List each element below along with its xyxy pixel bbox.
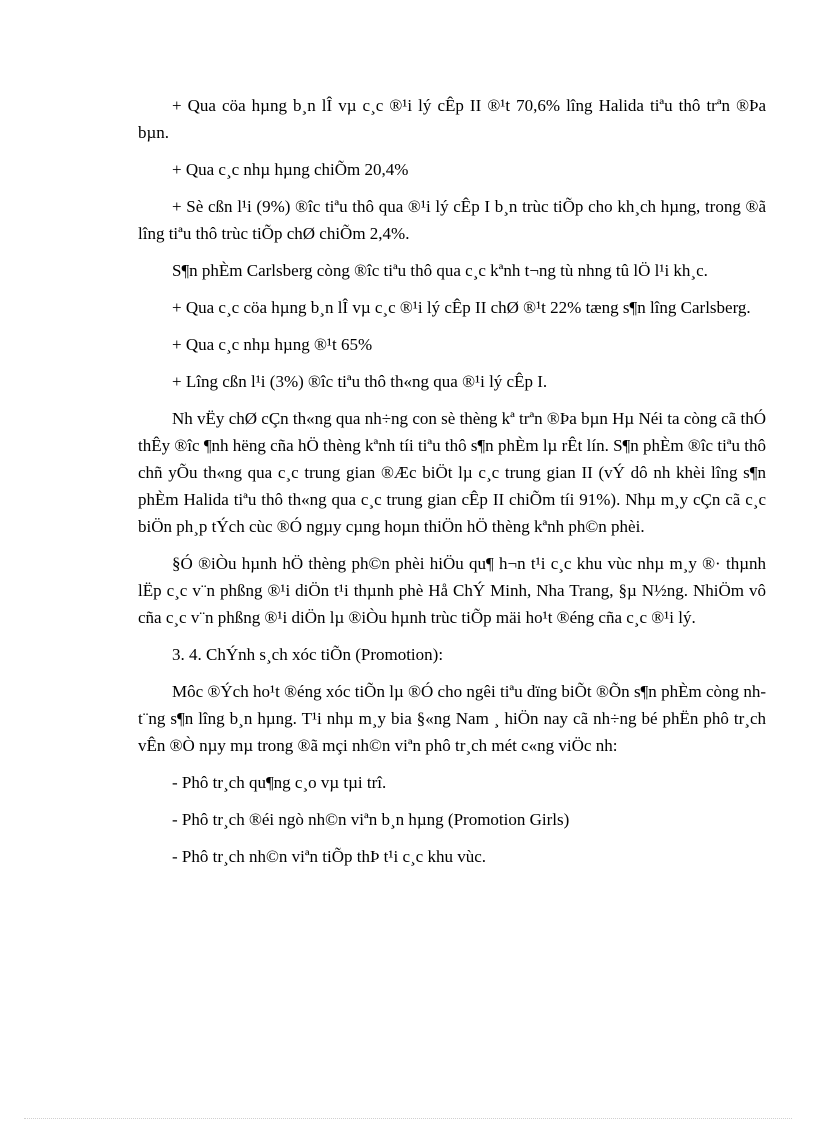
paragraph-carlsberg-retail: + Qua c¸c cöa hµng b¸n lÎ vµ c¸c ®¹i lý cÊp II chØ ®¹t 22% tæng s¶n lîng Carlsberg. (172, 298, 751, 317)
list-item-promotion-girls: - Phô tr¸ch ®éi ngò nh©n viªn b¸n hµng (Promotion Girls) (172, 810, 570, 829)
list-item-marketing-staff: - Phô tr¸ch nh©n viªn tiÕp thÞ t¹i c¸c khu vùc. (172, 847, 487, 866)
paragraph-representative-offices: §Ó ®iÒu hµnh hÖ thèng ph©n phèi hiÖu qu¶ h¬n t¹i c¸c khu vùc nhµ m¸y ®· thµnh lËp c¸c v¨n phßng ®¹i diÖn t¹i thµnh phè Hå ChÝ Minh, Nha Trang, §µ N½ng. NhiÖm vô cña c¸c v¨n phßng ®¹i diÖn lµ ®iÒu hµnh trùc tiÕp mäi ho¹t ®éng cña c¸c ®¹i lý. (138, 554, 766, 627)
document-body (138, 92, 766, 880)
paragraph-channel-analysis: Nh vËy chØ cÇn th«ng qua nh÷ng con sè thèng kª trªn ®Þa bµn Hµ Néi ta còng cã thÓ thÊy ®îc ¶nh hëng cña hÖ thèng kªnh tíi tiªu thô s¶n phÈm lµ rÊt lín. S¶n phÈm ®îc tiªu thô chñ yÕu th«ng qua c¸c trung gian ®Æc biÖt lµ c¸c trung gian II (vÝ dô nh khèi lîng s¶n phÈm Halida tiªu thô th«ng qua c¸c trung gian cÊp II chiÕm tíi 91%). Nhµ m¸y cÇn cã c¸c biÖn ph¸p tÝch cùc ®Ó ngµy cµng hoµn thiÖn hÖ thèng kªnh ph©n phèi. (138, 409, 766, 536)
paragraph-carlsberg-intro: S¶n phÈm Carlsberg còng ®îc tiªu thô qua c¸c kªnh t¬ng tù nhng tû lÖ l¹i kh¸c. (172, 261, 708, 280)
paragraph-halida-retail: + Qua cöa hµng b¸n lÎ vµ c¸c ®¹i lý cÊp II ®¹t 70,6% lîng Halida tiªu thô trªn ®Þa bµn. (138, 96, 766, 142)
paragraph-halida-remaining: + Sè cßn l¹i (9%) ®îc tiªu thô qua ®¹i lý cÊp I b¸n trùc tiÕp cho kh¸ch hµng, trong ®ã lîng tiªu thô trùc tiÕp chØ chiÕm 2,4%. (138, 197, 766, 243)
paragraph-halida-restaurants: + Qua c¸c nhµ hµng chiÕm 20,4% (172, 160, 409, 179)
paragraph-carlsberg-restaurants: + Qua c¸c nhµ hµng ®¹t 65% (172, 335, 373, 354)
page-bottom-divider (24, 1118, 792, 1119)
paragraph-promotion-purpose: Môc ®Ých ho¹t ®éng xóc tiÕn lµ ®Ó cho ngêi tiªu dïng biÕt ®Õn s¶n phÈm còng nh t¨ng s¶n lîng b¸n hµng. T¹i nhµ m¸y bia §«ng Nam ¸ hiÖn nay cã nh÷ng bé phËn phô tr¸ch vÊn ®Ò nµy mµ trong ®ã mçi nh©n viªn phô tr¸ch mét c«ng viÖc nh: (138, 682, 766, 755)
paragraph-carlsberg-remaining: + Lîng cßn l¹i (3%) ®îc tiªu thô th«ng qua ®¹i lý cÊp I. (172, 372, 548, 391)
section-heading-promotion: 3. 4. ChÝnh s¸ch xóc tiÕn (Promotion): (172, 645, 444, 664)
list-item-advertising: - Phô tr¸ch qu¶ng c¸o vµ tµi trî. (172, 773, 387, 792)
